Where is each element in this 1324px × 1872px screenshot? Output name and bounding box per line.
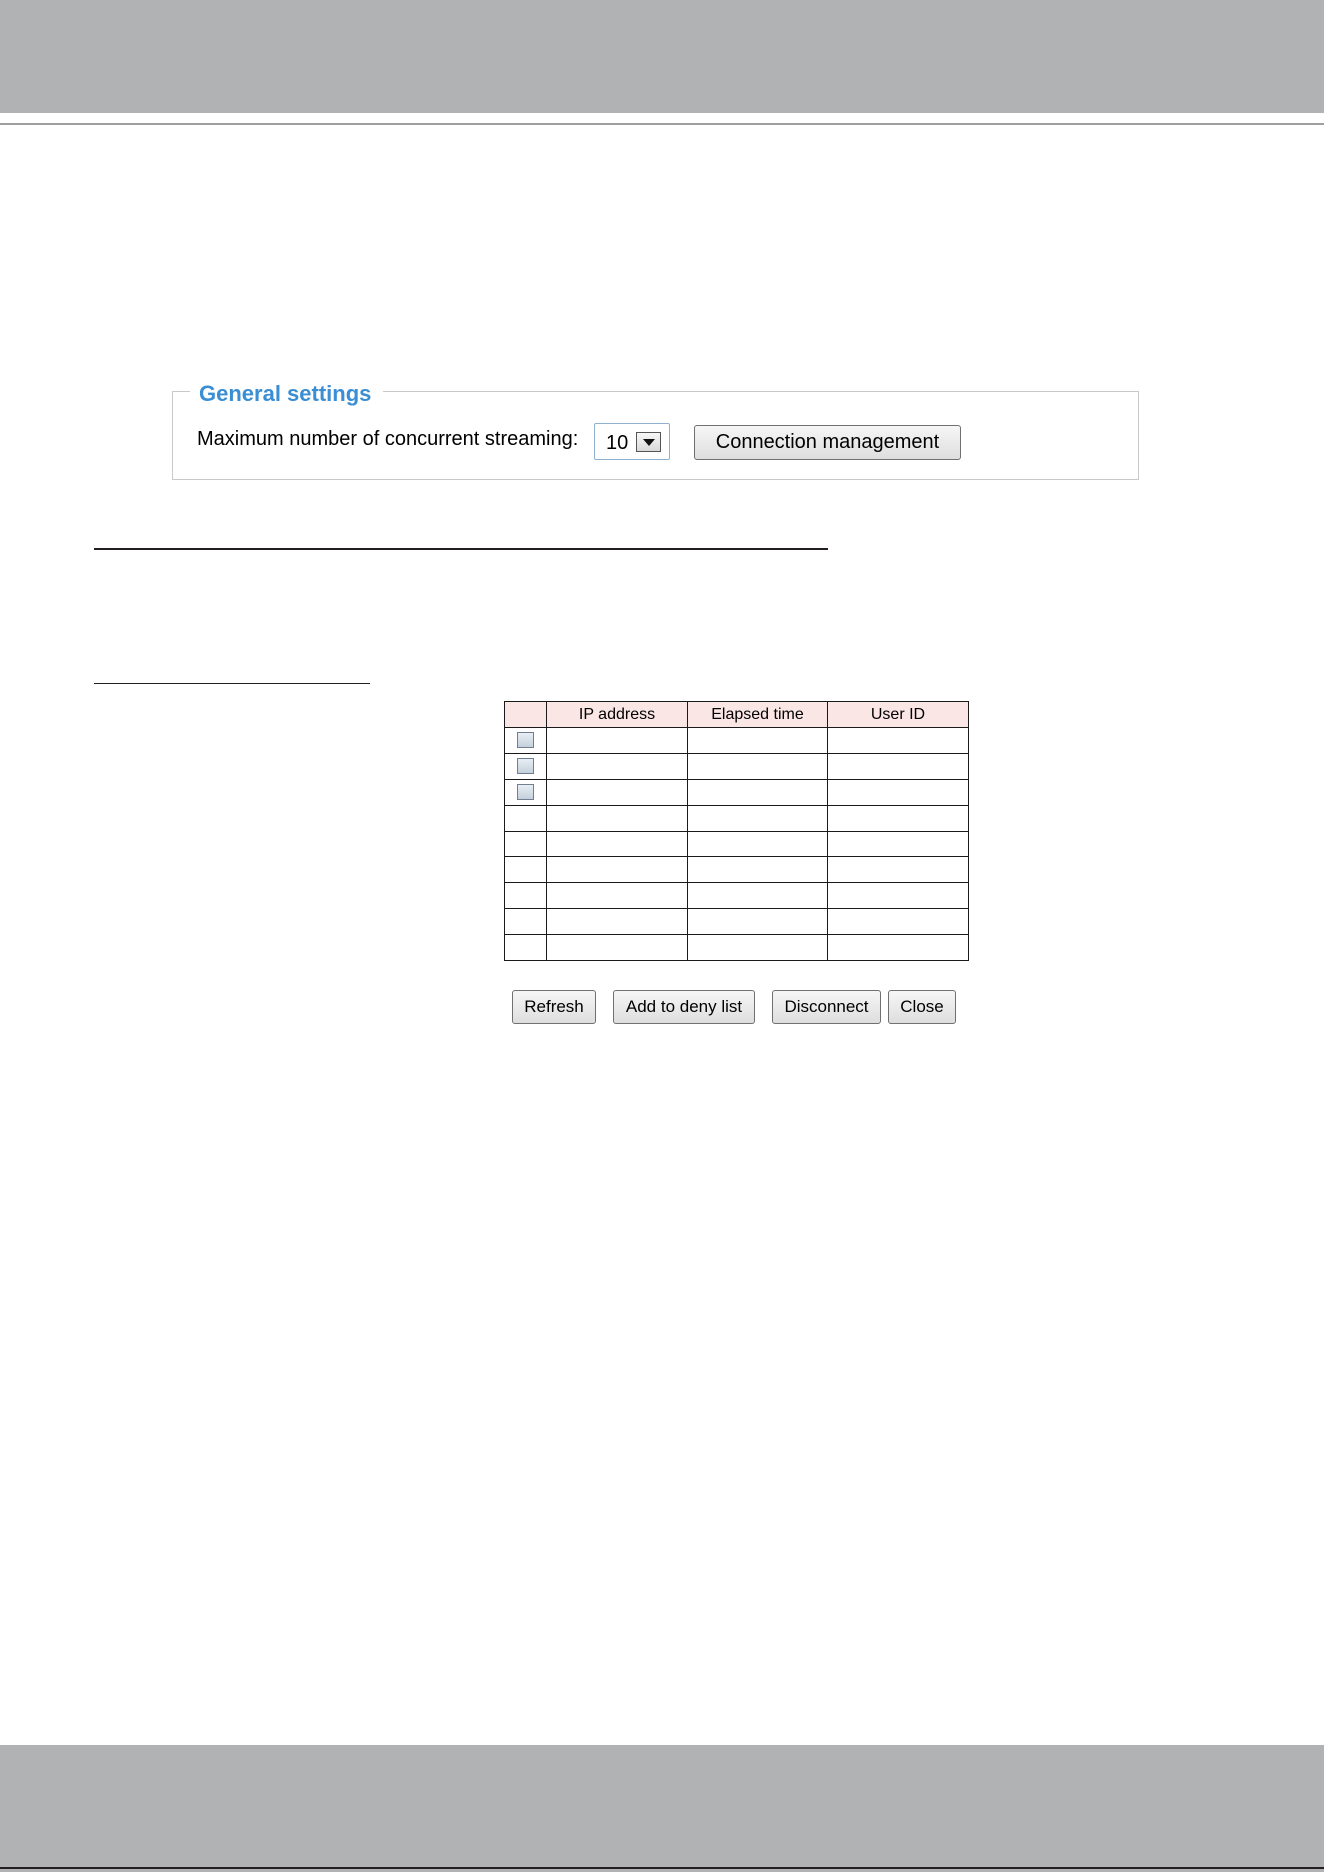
user-id-cell: [828, 831, 969, 857]
max-streaming-select[interactable]: [594, 423, 670, 460]
user-id-cell: [828, 779, 969, 805]
table-header-row: [505, 702, 969, 728]
row-select-cell: [505, 883, 547, 909]
elapsed-time-cell: [688, 805, 828, 831]
column-header-select: [505, 702, 547, 728]
row-select-cell: [505, 805, 547, 831]
page-header-bar: [0, 0, 1324, 113]
elapsed-time-cell: [688, 753, 828, 779]
max-streaming-value: 10: [606, 432, 629, 454]
user-id-cell: [828, 805, 969, 831]
table-row: [505, 831, 969, 857]
ip-address-cell: [547, 935, 688, 961]
page-footer-bar: [0, 1745, 1324, 1872]
ip-address-cell: [547, 805, 688, 831]
ip-address-cell: [547, 857, 688, 883]
row-checkbox[interactable]: [517, 732, 534, 748]
document-rule-short: [94, 683, 370, 684]
row-select-cell: [505, 728, 547, 754]
row-select-cell: [505, 909, 547, 935]
row-checkbox[interactable]: [517, 784, 534, 800]
elapsed-time-cell: [688, 883, 828, 909]
column-header-elapsed-time: Elapsed time: [688, 702, 828, 728]
table-row: [505, 779, 969, 805]
general-settings-legend: General settings: [190, 380, 383, 408]
table-row: [505, 805, 969, 831]
add-to-deny-list-button[interactable]: Add to deny list: [613, 990, 755, 1024]
elapsed-time-cell: [688, 935, 828, 961]
connection-table: [504, 701, 969, 961]
table-row: [505, 883, 969, 909]
user-id-cell: [828, 857, 969, 883]
user-id-cell: [828, 883, 969, 909]
close-button[interactable]: Close: [888, 990, 956, 1024]
ip-address-cell: [547, 909, 688, 935]
table-row: [505, 857, 969, 883]
column-header-ip-address: IP address: [547, 702, 688, 728]
chevron-down-icon[interactable]: [636, 432, 661, 452]
row-select-cell: [505, 831, 547, 857]
table-row: [505, 753, 969, 779]
refresh-button[interactable]: Refresh: [512, 990, 596, 1024]
elapsed-time-cell: [688, 909, 828, 935]
footer-rule: [0, 1867, 1324, 1869]
elapsed-time-cell: [688, 779, 828, 805]
ip-address-cell: [547, 883, 688, 909]
ip-address-cell: [547, 728, 688, 754]
disconnect-button[interactable]: Disconnect: [772, 990, 881, 1024]
connection-management-button[interactable]: Connection management: [694, 425, 961, 460]
header-rule: [0, 123, 1324, 125]
ip-address-cell: [547, 831, 688, 857]
ip-address-cell: [547, 779, 688, 805]
ip-address-cell: [547, 753, 688, 779]
document-rule-long: [94, 548, 828, 550]
table-row: [505, 909, 969, 935]
user-id-cell: [828, 728, 969, 754]
row-select-cell: [505, 935, 547, 961]
table-row: [505, 935, 969, 961]
max-streaming-label: Maximum number of concurrent streaming:: [197, 428, 579, 450]
elapsed-time-cell: [688, 857, 828, 883]
elapsed-time-cell: [688, 728, 828, 754]
row-checkbox[interactable]: [517, 758, 534, 774]
row-select-cell: [505, 779, 547, 805]
user-id-cell: [828, 935, 969, 961]
connection-table-body: [505, 728, 969, 961]
user-id-cell: [828, 909, 969, 935]
row-select-cell: [505, 753, 547, 779]
column-header-user-id: User ID: [828, 702, 969, 728]
table-row: [505, 728, 969, 754]
user-id-cell: [828, 753, 969, 779]
elapsed-time-cell: [688, 831, 828, 857]
row-select-cell: [505, 857, 547, 883]
